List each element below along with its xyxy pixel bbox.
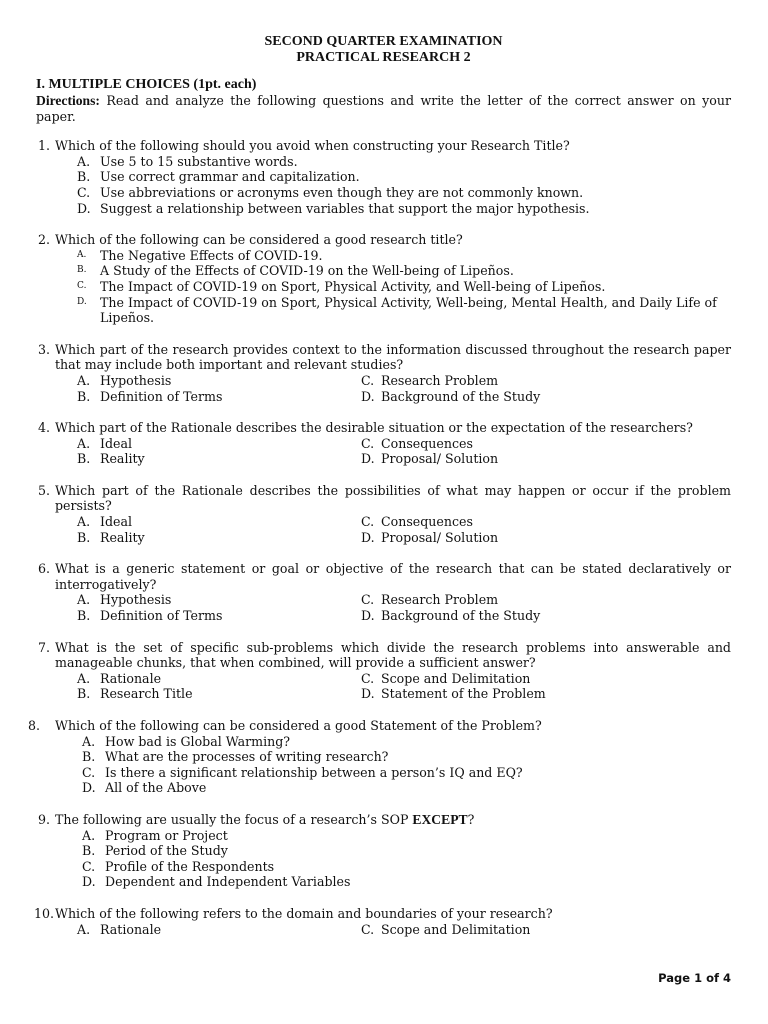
question-1 xyxy=(36,138,731,216)
option-letter: C. xyxy=(77,184,91,200)
option-letter: D. xyxy=(361,388,375,404)
option-d xyxy=(77,295,731,326)
option-text: Scope and Delimitation xyxy=(381,921,531,937)
option-text: Hypothesis xyxy=(100,592,172,608)
option-letter: D. xyxy=(361,608,375,624)
option-text: Rationale xyxy=(100,921,162,937)
option-grid xyxy=(55,592,731,623)
option-text: Consequences xyxy=(381,435,473,451)
option-list xyxy=(55,734,731,796)
option-list xyxy=(55,828,731,890)
option-grid xyxy=(55,436,731,467)
option-letter: D. xyxy=(77,200,91,216)
option-text: Is there a significant relationship between a person’s IQ and EQ? xyxy=(105,764,523,780)
exam-page xyxy=(27,34,731,953)
question-text-main: The following are usually the focus of a research’s SOP xyxy=(55,811,413,827)
option-b xyxy=(77,263,731,279)
option-a xyxy=(82,828,731,844)
option-b xyxy=(77,169,731,185)
directions-label: Directions: xyxy=(36,93,100,108)
option-b xyxy=(77,686,361,702)
option-text: Use abbreviations or acronyms even though they are not commonly known. xyxy=(100,184,584,200)
option-text: The Impact of COVID-19 on Sport, Physical Activity, and Well-being of Lipeños. xyxy=(100,278,606,294)
option-text: Ideal xyxy=(100,514,133,530)
question-2 xyxy=(36,232,731,326)
option-letter: A. xyxy=(77,592,91,608)
question-5 xyxy=(36,483,731,545)
option-letter: D. xyxy=(361,529,375,545)
option-letter: C. xyxy=(361,372,375,388)
option-c xyxy=(77,185,731,201)
option-text: Proposal/ Solution xyxy=(381,451,499,467)
option-c xyxy=(361,514,661,530)
option-letter: D. xyxy=(82,874,96,890)
option-letter: A. xyxy=(77,921,91,937)
option-text: Ideal xyxy=(100,435,133,451)
option-letter: D. xyxy=(77,296,87,307)
option-letter: C. xyxy=(77,280,87,291)
question-list xyxy=(27,138,731,937)
option-b xyxy=(77,389,361,405)
option-text: Proposal/ Solution xyxy=(381,529,499,545)
question-text: What is a generic statement or goal or objective of the research that can be stated declaratively or interrogatively? xyxy=(55,561,731,592)
option-text: Use correct grammar and capitalization. xyxy=(100,169,360,185)
option-grid xyxy=(55,373,731,404)
option-letter: B. xyxy=(77,686,91,702)
option-grid xyxy=(55,922,731,938)
option-letter: B. xyxy=(77,265,87,276)
option-grid xyxy=(55,671,731,702)
option-d xyxy=(77,201,731,217)
option-c xyxy=(361,436,661,452)
option-text: Rationale xyxy=(100,670,162,686)
option-text: Consequences xyxy=(381,514,473,530)
question-10 xyxy=(33,905,731,937)
option-letter: B. xyxy=(82,843,96,859)
option-letter: A. xyxy=(77,670,91,686)
option-a xyxy=(77,592,361,608)
directions-text: Read and analyze the following questions and write the letter of the correct answer on your paper. xyxy=(36,93,731,124)
option-c xyxy=(77,279,731,295)
option-d xyxy=(361,530,661,546)
option-a xyxy=(77,373,361,389)
question-4 xyxy=(36,420,731,467)
question-number: 1. xyxy=(37,138,50,154)
question-text: Which of the following should you avoid when constructing your Research Title? xyxy=(55,138,570,154)
option-letter: D. xyxy=(361,451,375,467)
option-b xyxy=(77,530,361,546)
option-c xyxy=(361,922,661,938)
question-text: Which of the following refers to the domain and boundaries of your research? xyxy=(55,905,553,921)
option-letter: B. xyxy=(77,608,91,624)
option-letter: A. xyxy=(82,733,96,749)
option-d xyxy=(361,608,661,624)
option-text: Profile of the Respondents xyxy=(105,858,275,874)
question-number: 7. xyxy=(37,639,50,655)
directions xyxy=(36,93,731,124)
option-text: Definition of Terms xyxy=(100,608,223,624)
option-text: Use 5 to 15 substantive words. xyxy=(100,153,298,169)
option-letter: B. xyxy=(77,529,91,545)
option-b xyxy=(77,451,361,467)
option-c xyxy=(361,373,661,389)
page-number: Page 1 of 4 xyxy=(658,971,731,985)
option-text: All of the Above xyxy=(105,780,207,796)
option-letter: A. xyxy=(77,514,91,530)
option-list xyxy=(55,154,731,216)
question-number: 2. xyxy=(37,232,50,248)
subject-title: PRACTICAL RESEARCH 2 xyxy=(296,50,471,65)
question-9 xyxy=(36,812,731,890)
option-text: Dependent and Independent Variables xyxy=(105,874,351,890)
option-b xyxy=(82,749,731,765)
option-text: Scope and Delimitation xyxy=(381,670,531,686)
option-letter: A. xyxy=(77,153,91,169)
option-text: What are the processes of writing research? xyxy=(105,749,389,765)
question-number: 9. xyxy=(37,811,50,827)
option-a xyxy=(77,154,731,170)
option-c xyxy=(361,671,661,687)
option-text: Research Title xyxy=(100,686,193,702)
option-c xyxy=(82,765,731,781)
question-8 xyxy=(27,718,731,796)
option-text: Background of the Study xyxy=(381,388,541,404)
option-d xyxy=(82,874,731,890)
question-text xyxy=(55,812,731,828)
question-text-end: ? xyxy=(467,811,475,827)
option-letter: C. xyxy=(361,592,375,608)
option-a xyxy=(82,734,731,750)
option-text: Background of the Study xyxy=(381,608,541,624)
option-text: Research Problem xyxy=(381,372,499,388)
option-d xyxy=(361,686,661,702)
question-number: 8. xyxy=(27,718,40,733)
question-text: Which part of the Rationale describes the possibilities of what may happen or occur if the problem persists? xyxy=(55,482,731,514)
question-number: 3. xyxy=(37,341,50,357)
question-number: 5. xyxy=(37,482,50,498)
option-letter: B. xyxy=(77,169,91,185)
option-text: Reality xyxy=(100,529,145,545)
question-6 xyxy=(36,561,731,623)
option-letter: A. xyxy=(82,827,96,843)
option-letter: B. xyxy=(77,388,91,404)
exam-title: SECOND QUARTER EXAMINATION xyxy=(264,34,503,49)
option-letter: C. xyxy=(82,858,96,874)
option-letter: B. xyxy=(77,451,91,467)
question-7 xyxy=(36,640,731,702)
option-a xyxy=(77,436,361,452)
section-heading: I. MULTIPLE CHOICES (1pt. each) xyxy=(36,77,257,92)
option-a xyxy=(77,514,361,530)
question-text: Which of the following can be considered a good Statement of the Problem? xyxy=(55,718,542,733)
option-text: Period of the Study xyxy=(105,843,228,859)
option-letter: B. xyxy=(82,749,96,765)
option-text: Suggest a relationship between variables that support the major hypothesis. xyxy=(100,200,590,216)
option-text: Statement of the Problem xyxy=(381,686,546,702)
option-letter: C. xyxy=(361,670,375,686)
option-letter: C. xyxy=(361,435,375,451)
option-letter: D. xyxy=(82,780,96,796)
option-list xyxy=(55,248,731,326)
option-a xyxy=(77,248,731,264)
option-text: A Study of the Effects of COVID-19 on the Well-being of Lipeños. xyxy=(100,263,514,279)
option-text: Hypothesis xyxy=(100,372,172,388)
option-c xyxy=(361,592,661,608)
question-text: Which of the following can be considered a good research title? xyxy=(55,232,463,248)
option-letter: A. xyxy=(77,435,91,451)
option-letter: C. xyxy=(82,764,96,780)
option-letter: D. xyxy=(361,686,375,702)
option-a xyxy=(77,671,361,687)
option-text: Research Problem xyxy=(381,592,499,608)
option-d xyxy=(361,451,661,467)
option-letter: A. xyxy=(77,372,91,388)
option-letter: C. xyxy=(361,514,375,530)
question-number: 10. xyxy=(33,905,54,921)
option-letter: C. xyxy=(361,921,375,937)
option-grid xyxy=(55,514,731,545)
option-d xyxy=(82,780,731,796)
option-text: Program or Project xyxy=(105,827,228,843)
question-text: Which part of the Rationale describes the desirable situation or the expectation of the researchers? xyxy=(55,420,693,436)
option-c xyxy=(82,859,731,875)
option-b xyxy=(82,843,731,859)
option-b xyxy=(77,608,361,624)
question-text: Which part of the research provides context to the information discussed throughout the research paper that may include both important and relevant studies? xyxy=(55,341,731,373)
option-text: The Negative Effects of COVID-19. xyxy=(100,247,323,263)
option-text: The Impact of COVID-19 on Sport, Physical Activity, Well-being, Mental Health, and Daily Life of Lipeños. xyxy=(100,294,717,326)
question-text: What is the set of specific sub-problems which divide the research problems into answerable and manageable chunks, that when combined, will provide a sufficient answer? xyxy=(55,639,731,671)
question-number: 4. xyxy=(37,420,50,436)
option-text: Definition of Terms xyxy=(100,388,223,404)
option-text: How bad is Global Warming? xyxy=(105,733,291,749)
option-letter: A. xyxy=(77,249,87,260)
option-d xyxy=(361,389,661,405)
question-3 xyxy=(36,342,731,404)
question-emphasis: EXCEPT xyxy=(412,811,468,827)
option-text: Reality xyxy=(100,451,145,467)
question-number: 6. xyxy=(37,561,50,577)
option-a xyxy=(77,922,361,938)
